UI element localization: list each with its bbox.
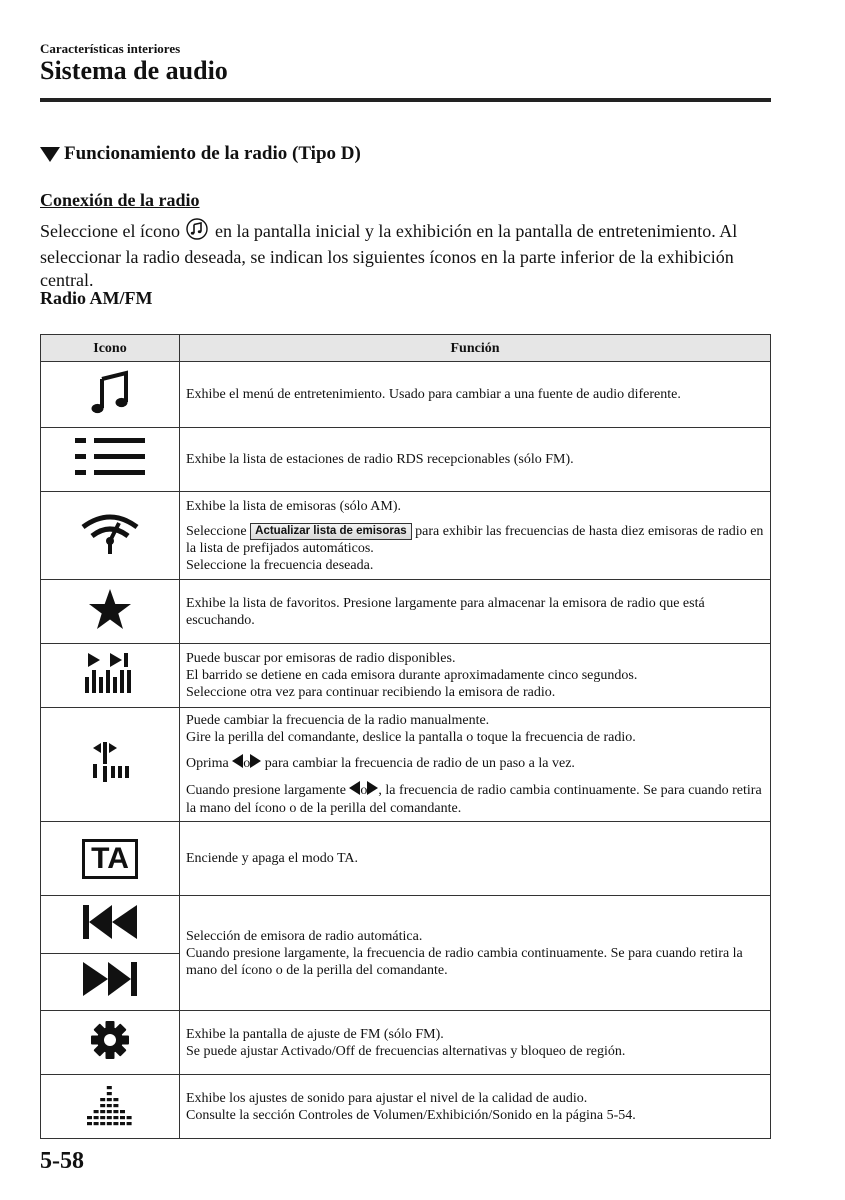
section-heading <box>40 143 361 165</box>
function-text <box>186 523 764 557</box>
function-text-part: Cuando presione largamente <box>186 783 346 798</box>
star-icon <box>88 619 132 634</box>
table-row <box>41 428 771 492</box>
intro-text-start: Seleccione el ícono <box>40 221 180 241</box>
icon-cell <box>41 428 180 492</box>
function-cell <box>180 1075 771 1139</box>
table-row <box>41 644 771 708</box>
column-header-icon: Icono <box>41 335 180 362</box>
update-station-list-button[interactable]: Actualizar lista de emisoras <box>250 523 411 540</box>
function-text-part: para exhibir las frecuencias de hasta diez emisoras de radio en la lista de prefijados automáticos. <box>186 523 764 556</box>
function-text-part: Oprima <box>186 756 229 771</box>
function-text: Exhibe la lista de favoritos. Presione largamente para almacenar la emisora de radio que está escuchando. <box>186 595 705 628</box>
function-cell <box>180 896 771 1011</box>
function-text: Seleccione la frecuencia deseada. <box>186 557 374 573</box>
intro-text-end: en la pantalla inicial y la exhibición en la pantalla de entretenimiento. Al seleccionar la radio deseada, se indican los siguientes íconos en la parte inferior de la exhibición central. <box>40 221 738 290</box>
gear-icon <box>89 1050 131 1065</box>
function-text-part: para cambiar la frecuencia de radio de un paso a la vez. <box>264 756 575 771</box>
right-arrow-icon <box>367 781 378 800</box>
left-arrow-icon <box>232 754 243 773</box>
chapter-label: Características interiores <box>40 41 181 56</box>
music-note-icon <box>90 403 130 418</box>
function-text: Exhibe los ajustes de sonido para ajustar el nivel de la calidad de audio. <box>186 1090 588 1106</box>
icon-cell <box>41 580 180 644</box>
function-text: Exhibe la lista de estaciones de radio RDS recepcionables (sólo FM). <box>186 452 574 467</box>
function-text: Gire la perilla del comandante, deslice la pantalla o toque la frecuencia de radio. <box>186 730 636 745</box>
function-text <box>186 781 764 817</box>
function-cell <box>180 362 771 428</box>
function-table <box>40 334 771 1139</box>
function-text: Consulte la sección Controles de Volumen/Exhibición/Sonido en la página 5-54. <box>186 1107 636 1123</box>
function-text: Exhibe el menú de entretenimiento. Usado para cambiar a una fuente de audio diferente. <box>186 387 681 402</box>
function-text: El barrido se detiene en cada emisora durante aproximadamente cinco segundos. <box>186 668 638 683</box>
subheading: Conexión de la radio <box>40 190 200 210</box>
icon-cell <box>41 1011 180 1075</box>
page-number: 5-58 <box>40 1148 84 1174</box>
table-row <box>41 822 771 896</box>
scan-icon <box>84 683 136 698</box>
function-cell <box>180 428 771 492</box>
function-cell <box>180 1011 771 1075</box>
function-text: Se puede ajustar Activado/Off de frecuencias alternativas y bloqueo de región. <box>186 1043 626 1059</box>
section-heading-text: Funcionamiento de la radio (Tipo D) <box>64 143 361 164</box>
function-text-part: o <box>360 783 368 798</box>
function-text-part: Seleccione <box>186 523 247 539</box>
table-row <box>41 1011 771 1075</box>
function-cell <box>180 822 771 896</box>
right-arrow-icon <box>250 754 261 773</box>
table-row <box>41 708 771 822</box>
band-label: Radio AM/FM <box>40 288 153 308</box>
function-text: Puede cambiar la frecuencia de la radio manualmente. <box>186 713 490 728</box>
seek-forward-icon <box>82 961 138 1002</box>
table-header-row <box>41 335 771 362</box>
function-cell <box>180 580 771 644</box>
icon-cell <box>41 1075 180 1139</box>
table-row <box>41 362 771 428</box>
table-row <box>41 1075 771 1139</box>
intro-paragraph <box>40 218 775 292</box>
function-text <box>186 754 764 773</box>
table-row <box>41 896 771 1011</box>
function-text: Exhibe la lista de emisoras (sólo AM). <box>186 498 402 514</box>
icon-cell <box>41 822 180 896</box>
section-triangle-icon <box>40 147 60 162</box>
am-antenna-icon <box>79 544 141 559</box>
page-title: Sistema de audio <box>40 56 228 85</box>
left-arrow-icon <box>349 781 360 800</box>
function-text: Seleccione otra vez para continuar recibiendo la emisora de radio. <box>186 685 556 700</box>
icon-cell <box>41 708 180 822</box>
station-list-icon <box>75 467 145 482</box>
icon-cell <box>41 896 180 1011</box>
function-text: Exhibe la pantalla de ajuste de FM (sólo FM). <box>186 1026 444 1042</box>
equalizer-icon <box>86 1115 134 1130</box>
function-cell <box>180 708 771 822</box>
seek-forward-icon-cell <box>41 953 179 1011</box>
column-header-function: Función <box>180 335 771 362</box>
table-row <box>41 492 771 580</box>
function-text-part: o <box>243 756 251 771</box>
header-divider <box>40 98 771 102</box>
seek-back-icon <box>82 904 138 945</box>
function-text-part: , la frecuencia de radio cambia continuamente. Se para cuando retira la mano del ícono o de la perilla del comandante. <box>186 783 762 816</box>
icon-cell <box>41 492 180 580</box>
table-row <box>41 580 771 644</box>
function-text: Enciende y apaga el modo TA. <box>186 851 359 866</box>
ta-icon: TA <box>82 839 138 879</box>
function-text: Puede buscar por emisoras de radio disponibles. <box>186 651 456 666</box>
function-cell <box>180 492 771 580</box>
function-text: Cuando presione largamente, la frecuencia de radio cambia continuamente. Se para cuando retira la mano del ícono o de la perilla del comandante. <box>186 945 743 978</box>
manual-tune-icon <box>87 771 133 786</box>
icon-cell <box>41 362 180 428</box>
function-cell <box>180 644 771 708</box>
seek-back-icon-cell <box>41 896 179 953</box>
music-circle-icon <box>186 218 208 246</box>
icon-cell <box>41 644 180 708</box>
function-text: Selección de emisora de radio automática. <box>186 928 423 944</box>
